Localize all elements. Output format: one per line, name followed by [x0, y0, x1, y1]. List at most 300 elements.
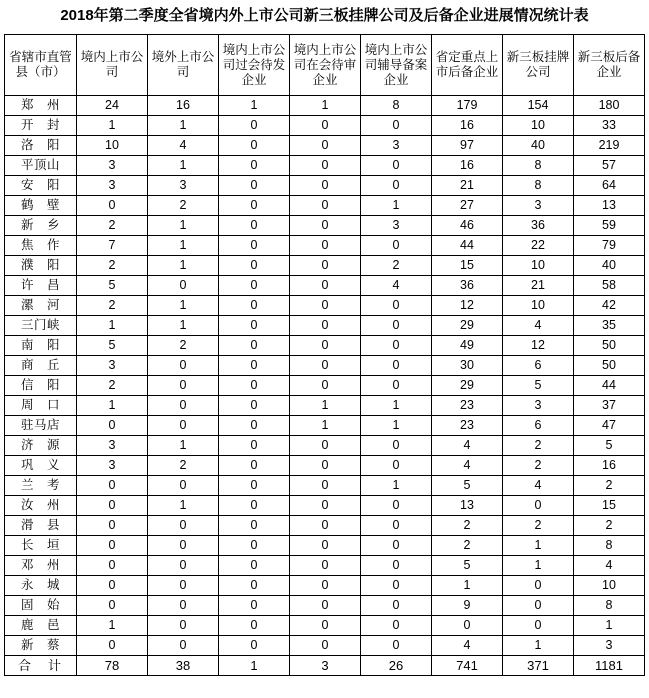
table-cell: 4 [432, 436, 503, 456]
table-total-row [5, 656, 645, 676]
table-cell: 0 [219, 436, 290, 456]
table-cell: 16 [574, 456, 645, 476]
table-row [5, 96, 645, 116]
table-cell: 79 [574, 236, 645, 256]
table-cell: 0 [219, 596, 290, 616]
table-cell: 3 [361, 136, 432, 156]
column-header-neeq-reserve-label: 新三板后备企业 [577, 50, 641, 79]
table-cell: 0 [219, 576, 290, 596]
table-cell: 8 [574, 596, 645, 616]
total-cell: 741 [432, 656, 503, 676]
table-cell: 8 [574, 536, 645, 556]
table-cell: 9 [432, 596, 503, 616]
column-header-counseling-filed-label: 境内上市公司辅导备案企业 [364, 42, 428, 87]
table-cell: 46 [432, 216, 503, 236]
table-cell: 1 [503, 536, 574, 556]
table-cell: 6 [503, 416, 574, 436]
table-cell: 35 [574, 316, 645, 336]
table-row [5, 276, 645, 296]
table-cell: 10 [503, 256, 574, 276]
table-cell: 1 [503, 556, 574, 576]
table-cell: 0 [361, 116, 432, 136]
table-row [5, 576, 645, 596]
table-cell: 0 [361, 156, 432, 176]
total-cell: 1 [219, 656, 290, 676]
total-cell: 26 [361, 656, 432, 676]
table-cell: 24 [77, 96, 148, 116]
table-cell: 30 [432, 356, 503, 376]
table-cell: 0 [290, 136, 361, 156]
table-cell: 0 [290, 156, 361, 176]
table-cell: 36 [503, 216, 574, 236]
table-cell: 0 [290, 496, 361, 516]
table-cell: 1 [361, 196, 432, 216]
table-cell: 0 [148, 476, 219, 496]
table-row [5, 456, 645, 476]
table-cell: 0 [361, 296, 432, 316]
table-cell: 40 [574, 256, 645, 276]
table-cell: 0 [361, 636, 432, 656]
table-cell: 1 [148, 216, 219, 236]
table-cell: 1 [432, 576, 503, 596]
table-cell: 2 [432, 516, 503, 536]
table-cell: 0 [148, 576, 219, 596]
table-cell: 0 [290, 576, 361, 596]
column-header-overseas-listed-label: 境外上市公司 [151, 50, 215, 79]
table-cell: 1 [290, 396, 361, 416]
table-cell: 0 [290, 336, 361, 356]
table-cell: 0 [219, 516, 290, 536]
row-region-label: 许 昌 [5, 276, 77, 296]
table-row [5, 356, 645, 376]
table-cell: 0 [290, 216, 361, 236]
table-cell: 0 [219, 236, 290, 256]
table-cell: 6 [503, 356, 574, 376]
column-header-provincial-reserve-label: 省定重点上市后备企业 [435, 50, 499, 79]
table-row [5, 536, 645, 556]
table-cell: 15 [574, 496, 645, 516]
table-cell: 12 [503, 336, 574, 356]
table-cell: 1 [148, 496, 219, 516]
table-cell: 0 [361, 176, 432, 196]
table-cell: 4 [432, 636, 503, 656]
table-row [5, 416, 645, 436]
row-region-label: 滑 县 [5, 516, 77, 536]
column-header-neeq-reserve [574, 35, 645, 96]
table-cell: 21 [432, 176, 503, 196]
table-cell: 0 [77, 596, 148, 616]
table-cell: 0 [290, 436, 361, 456]
table-row [5, 636, 645, 656]
row-region-label: 三门峡 [5, 316, 77, 336]
table-cell: 1 [219, 96, 290, 116]
table-cell: 36 [432, 276, 503, 296]
table-row [5, 156, 645, 176]
table-cell: 2 [77, 216, 148, 236]
column-header-neeq-listed-label: 新三板挂牌公司 [506, 50, 570, 79]
table-cell: 0 [77, 196, 148, 216]
table-body [5, 96, 645, 676]
table-cell: 0 [290, 596, 361, 616]
table-cell: 1 [361, 396, 432, 416]
table-cell: 44 [574, 376, 645, 396]
table-cell: 0 [148, 396, 219, 416]
table-cell: 4 [148, 136, 219, 156]
table-cell: 50 [574, 356, 645, 376]
table-cell: 64 [574, 176, 645, 196]
table-cell: 219 [574, 136, 645, 156]
table-cell: 0 [361, 536, 432, 556]
table-cell: 1 [290, 96, 361, 116]
table-row [5, 236, 645, 256]
total-label: 合 计 [5, 656, 77, 676]
column-header-under-review [290, 35, 361, 96]
column-header-counseling-filed [361, 35, 432, 96]
row-region-label: 濮 阳 [5, 256, 77, 276]
table-cell: 27 [432, 196, 503, 216]
table-cell: 0 [290, 356, 361, 376]
table-cell: 58 [574, 276, 645, 296]
table-cell: 4 [361, 276, 432, 296]
table-row [5, 436, 645, 456]
table-cell: 0 [219, 356, 290, 376]
table-cell: 0 [148, 536, 219, 556]
table-cell: 37 [574, 396, 645, 416]
row-region-label: 新 乡 [5, 216, 77, 236]
total-cell: 78 [77, 656, 148, 676]
table-cell: 59 [574, 216, 645, 236]
table-cell: 16 [432, 156, 503, 176]
table-cell: 0 [361, 556, 432, 576]
table-cell: 0 [290, 276, 361, 296]
row-region-label: 商 丘 [5, 356, 77, 376]
table-cell: 3 [77, 156, 148, 176]
table-cell: 16 [432, 116, 503, 136]
table-cell: 0 [148, 376, 219, 396]
column-header-neeq-listed [503, 35, 574, 96]
table-cell: 0 [290, 616, 361, 636]
table-cell: 1 [361, 476, 432, 496]
table-cell: 5 [432, 556, 503, 576]
table-cell: 0 [77, 516, 148, 536]
table-cell: 7 [77, 236, 148, 256]
table-cell: 0 [503, 616, 574, 636]
table-cell: 0 [361, 356, 432, 376]
row-region-label: 周 口 [5, 396, 77, 416]
total-cell: 1181 [574, 656, 645, 676]
row-region-label: 漯 河 [5, 296, 77, 316]
table-cell: 2 [361, 256, 432, 276]
table-cell: 47 [574, 416, 645, 436]
table-cell: 0 [290, 296, 361, 316]
table-cell: 0 [290, 456, 361, 476]
table-cell: 1 [77, 616, 148, 636]
table-cell: 0 [290, 176, 361, 196]
table-cell: 1 [148, 116, 219, 136]
table-row [5, 476, 645, 496]
table-cell: 0 [361, 376, 432, 396]
table-cell: 0 [361, 496, 432, 516]
table-cell: 29 [432, 376, 503, 396]
table-cell: 0 [290, 556, 361, 576]
table-cell: 0 [361, 516, 432, 536]
table-cell: 3 [77, 456, 148, 476]
table-cell: 0 [219, 536, 290, 556]
row-region-label: 济 源 [5, 436, 77, 456]
table-cell: 0 [361, 316, 432, 336]
table-row [5, 216, 645, 236]
table-cell: 13 [574, 196, 645, 216]
table-cell: 1 [574, 616, 645, 636]
table-row [5, 176, 645, 196]
table-cell: 3 [574, 636, 645, 656]
table-row [5, 496, 645, 516]
table-cell: 0 [290, 236, 361, 256]
table-cell: 0 [77, 496, 148, 516]
table-cell: 0 [361, 336, 432, 356]
table-row [5, 556, 645, 576]
table-row [5, 516, 645, 536]
table-cell: 154 [503, 96, 574, 116]
table-cell: 10 [77, 136, 148, 156]
table-cell: 0 [361, 576, 432, 596]
row-region-label: 平顶山 [5, 156, 77, 176]
table-cell: 2 [77, 296, 148, 316]
table-cell: 0 [219, 376, 290, 396]
row-region-label: 巩 义 [5, 456, 77, 476]
table-cell: 0 [503, 596, 574, 616]
table-cell: 0 [219, 156, 290, 176]
table-cell: 0 [148, 616, 219, 636]
table-row [5, 596, 645, 616]
table-cell: 4 [574, 556, 645, 576]
table-cell: 0 [77, 556, 148, 576]
table-cell: 0 [219, 416, 290, 436]
table-cell: 40 [503, 136, 574, 156]
column-header-domestic-listed [77, 35, 148, 96]
table-cell: 1 [361, 416, 432, 436]
total-cell: 38 [148, 656, 219, 676]
table-cell: 97 [432, 136, 503, 156]
table-cell: 0 [148, 556, 219, 576]
table-cell: 0 [290, 196, 361, 216]
table-row [5, 336, 645, 356]
table-cell: 22 [503, 236, 574, 256]
table-cell: 0 [77, 576, 148, 596]
table-cell: 10 [503, 116, 574, 136]
row-region-label: 信 阳 [5, 376, 77, 396]
table-cell: 29 [432, 316, 503, 336]
table-cell: 0 [148, 356, 219, 376]
table-cell: 1 [148, 296, 219, 316]
table-cell: 0 [290, 316, 361, 336]
table-cell: 3 [77, 176, 148, 196]
table-cell: 57 [574, 156, 645, 176]
row-region-label: 新 蔡 [5, 636, 77, 656]
table-cell: 1 [290, 416, 361, 436]
table-cell: 0 [219, 216, 290, 236]
table-cell: 2 [503, 436, 574, 456]
table-cell: 3 [77, 436, 148, 456]
table-row [5, 196, 645, 216]
table-cell: 0 [77, 636, 148, 656]
table-cell: 23 [432, 396, 503, 416]
table-cell: 42 [574, 296, 645, 316]
table-cell: 1 [77, 396, 148, 416]
column-header-overseas-listed [148, 35, 219, 96]
table-cell: 1 [148, 256, 219, 276]
table-cell: 49 [432, 336, 503, 356]
row-region-label: 洛 阳 [5, 136, 77, 156]
table-cell: 13 [432, 496, 503, 516]
table-cell: 8 [503, 156, 574, 176]
table-cell: 1 [77, 316, 148, 336]
column-header-provincial-reserve [432, 35, 503, 96]
table-cell: 21 [503, 276, 574, 296]
row-region-label: 焦 作 [5, 236, 77, 256]
table-cell: 0 [148, 516, 219, 536]
table-cell: 23 [432, 416, 503, 436]
table-cell: 0 [219, 196, 290, 216]
table-cell: 0 [219, 136, 290, 156]
row-region-label: 鹤 壁 [5, 196, 77, 216]
table-cell: 0 [219, 556, 290, 576]
table-cell: 1 [77, 116, 148, 136]
table-cell: 2 [148, 336, 219, 356]
table-cell: 12 [432, 296, 503, 316]
table-cell: 3 [148, 176, 219, 196]
row-region-label: 兰 考 [5, 476, 77, 496]
table-cell: 15 [432, 256, 503, 276]
table-cell: 0 [219, 616, 290, 636]
column-header-approved-pending-issue [219, 35, 290, 96]
table-cell: 5 [77, 336, 148, 356]
column-header-domestic-listed-label: 境内上市公司 [80, 50, 144, 79]
table-cell: 0 [148, 636, 219, 656]
table-cell: 0 [219, 636, 290, 656]
page-title: 2018年第二季度全省境内外上市公司新三板挂牌公司及后备企业进展情况统计表 [60, 7, 589, 24]
table-cell: 4 [503, 476, 574, 496]
table-cell: 0 [432, 616, 503, 636]
table-cell: 0 [77, 476, 148, 496]
table-cell: 179 [432, 96, 503, 116]
table-cell: 16 [148, 96, 219, 116]
table-cell: 0 [148, 276, 219, 296]
table-cell: 3 [77, 356, 148, 376]
table-cell: 2 [574, 516, 645, 536]
table-cell: 0 [219, 176, 290, 196]
table-cell: 0 [219, 496, 290, 516]
table-cell: 0 [219, 276, 290, 296]
table-cell: 5 [574, 436, 645, 456]
table-cell: 2 [503, 456, 574, 476]
table-cell: 5 [432, 476, 503, 496]
table-row [5, 376, 645, 396]
row-region-label: 固 始 [5, 596, 77, 616]
table-cell: 0 [361, 436, 432, 456]
table-cell: 0 [290, 536, 361, 556]
table-cell: 1 [148, 436, 219, 456]
table-cell: 1 [148, 316, 219, 336]
table-cell: 3 [503, 196, 574, 216]
table-cell: 0 [148, 596, 219, 616]
table-cell: 3 [361, 216, 432, 236]
row-region-label: 南 阳 [5, 336, 77, 356]
table-cell: 0 [290, 516, 361, 536]
table-header-row [5, 35, 645, 96]
column-header-region [5, 35, 77, 96]
table-cell: 0 [503, 576, 574, 596]
table-cell: 5 [77, 276, 148, 296]
table-row [5, 396, 645, 416]
table-header [5, 35, 645, 96]
table-cell: 0 [361, 596, 432, 616]
row-region-label: 邓 州 [5, 556, 77, 576]
table-cell: 5 [503, 376, 574, 396]
table-cell: 4 [432, 456, 503, 476]
table-cell: 0 [290, 116, 361, 136]
table-cell: 1 [148, 236, 219, 256]
table-cell: 0 [361, 456, 432, 476]
column-header-region-label: 省辖市直管县（市） [9, 50, 72, 79]
table-cell: 3 [503, 396, 574, 416]
table-cell: 44 [432, 236, 503, 256]
table-cell: 0 [219, 116, 290, 136]
table-cell: 0 [219, 396, 290, 416]
table-cell: 8 [361, 96, 432, 116]
table-cell: 1 [148, 156, 219, 176]
table-cell: 0 [290, 376, 361, 396]
table-cell: 0 [219, 476, 290, 496]
table-cell: 0 [361, 236, 432, 256]
table-row [5, 136, 645, 156]
table-cell: 2 [77, 376, 148, 396]
table-cell: 0 [219, 256, 290, 276]
row-region-label: 开 封 [5, 116, 77, 136]
column-header-under-review-label: 境内上市公司在会待审企业 [293, 42, 357, 87]
total-cell: 3 [290, 656, 361, 676]
table-cell: 0 [503, 496, 574, 516]
total-cell: 371 [503, 656, 574, 676]
row-region-label: 长 垣 [5, 536, 77, 556]
table-cell: 10 [503, 296, 574, 316]
table-row [5, 316, 645, 336]
table-cell: 0 [361, 616, 432, 636]
table-cell: 8 [503, 176, 574, 196]
table-cell: 0 [219, 296, 290, 316]
table-row [5, 256, 645, 276]
table-row [5, 116, 645, 136]
statistics-table [4, 34, 645, 676]
row-region-label: 安 阳 [5, 176, 77, 196]
table-cell: 2 [148, 196, 219, 216]
table-cell: 0 [290, 256, 361, 276]
table-cell: 0 [290, 636, 361, 656]
table-cell: 0 [290, 476, 361, 496]
table-cell: 0 [148, 416, 219, 436]
table-cell: 1 [503, 636, 574, 656]
table-cell: 180 [574, 96, 645, 116]
table-cell: 50 [574, 336, 645, 356]
table-cell: 0 [219, 316, 290, 336]
column-header-approved-pending-issue-label: 境内上市公司过会待发企业 [222, 42, 286, 87]
table-cell: 2 [432, 536, 503, 556]
row-region-label: 永 城 [5, 576, 77, 596]
table-cell: 0 [219, 456, 290, 476]
row-region-label: 郑 州 [5, 96, 77, 116]
table-cell: 2 [503, 516, 574, 536]
table-cell: 4 [503, 316, 574, 336]
